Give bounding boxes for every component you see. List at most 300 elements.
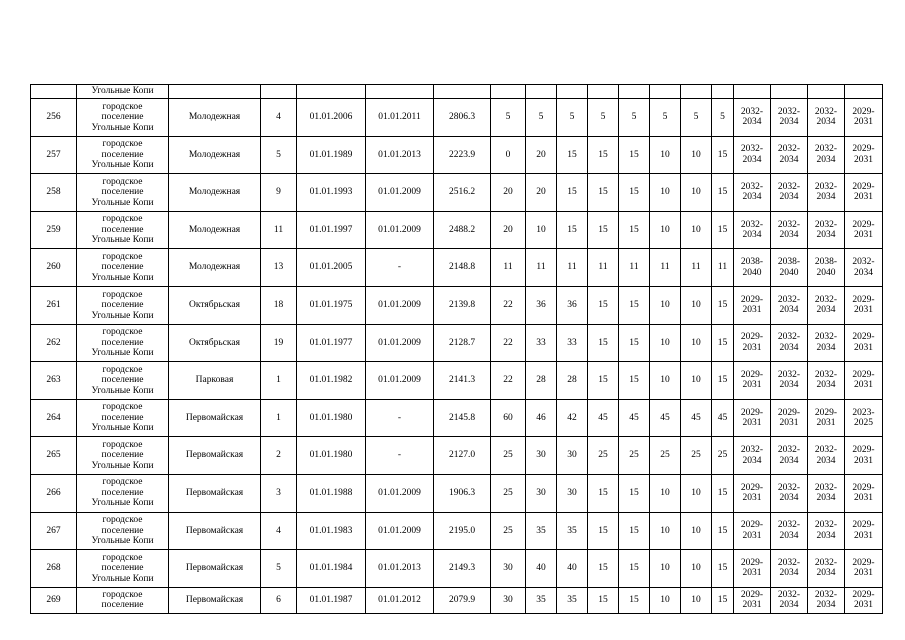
value-cell: 10 xyxy=(681,324,712,362)
date-repair-cell: - xyxy=(366,249,434,287)
value-cell: 10 xyxy=(681,550,712,588)
value-cell: 15 xyxy=(712,286,734,324)
period-cell: 2029- 2031 xyxy=(845,136,883,174)
period-cell: 2029- 2031 xyxy=(845,512,883,550)
date-built-cell: 01.01.1980 xyxy=(297,437,366,475)
date-built-cell: 01.01.1989 xyxy=(297,136,366,174)
period-cell: 2032- 2034 xyxy=(808,286,845,324)
cell xyxy=(588,85,619,99)
date-built-cell: 01.01.1980 xyxy=(297,399,366,437)
house-number-cell: 1 xyxy=(261,399,297,437)
house-number-cell: 5 xyxy=(261,136,297,174)
value-cell: 11 xyxy=(681,249,712,287)
value-cell: 22 xyxy=(491,286,526,324)
table-row xyxy=(31,286,883,324)
value-cell: 15 xyxy=(588,474,619,512)
settlement-cell: городское поселение Угольные Копи xyxy=(77,437,169,475)
value-cell: 15 xyxy=(619,362,650,400)
date-built-cell: 01.01.1977 xyxy=(297,324,366,362)
row-number-cell: 262 xyxy=(31,324,77,362)
house-number-cell: 19 xyxy=(261,324,297,362)
value-cell: 25 xyxy=(588,437,619,475)
cell xyxy=(366,85,434,99)
value-cell: 10 xyxy=(650,587,681,613)
period-cell: 2032- 2034 xyxy=(734,211,771,249)
value-cell: 15 xyxy=(619,512,650,550)
table-row xyxy=(31,474,883,512)
value-cell: 15 xyxy=(557,211,588,249)
value-cell: 20 xyxy=(526,174,557,212)
value-cell: 30 xyxy=(526,474,557,512)
settlement-cell: Угольные Копи xyxy=(77,85,169,99)
value-cell: 15 xyxy=(619,474,650,512)
area-cell: 2149.3 xyxy=(434,550,491,588)
cell xyxy=(169,85,261,99)
cell xyxy=(808,85,845,99)
date-repair-cell: 01.01.2009 xyxy=(366,286,434,324)
date-repair-cell: 01.01.2011 xyxy=(366,99,434,137)
value-cell: 35 xyxy=(526,587,557,613)
period-cell: 2032- 2034 xyxy=(734,99,771,137)
cell xyxy=(734,85,771,99)
value-cell: 15 xyxy=(712,550,734,588)
period-cell: 2032- 2034 xyxy=(771,474,808,512)
value-cell: 11 xyxy=(526,249,557,287)
table-row xyxy=(31,324,883,362)
value-cell: 15 xyxy=(588,512,619,550)
settlement-cell: городское поселение Угольные Копи xyxy=(77,362,169,400)
area-cell: 2148.8 xyxy=(434,249,491,287)
period-cell: 2032- 2034 xyxy=(734,174,771,212)
value-cell: 10 xyxy=(681,211,712,249)
period-cell: 2038- 2040 xyxy=(734,249,771,287)
value-cell: 10 xyxy=(681,474,712,512)
table-row xyxy=(31,550,883,588)
table-row xyxy=(31,174,883,212)
value-cell: 45 xyxy=(588,399,619,437)
value-cell: 10 xyxy=(650,211,681,249)
street-cell: Первомайская xyxy=(169,474,261,512)
street-cell: Молодежная xyxy=(169,99,261,137)
value-cell: 15 xyxy=(588,286,619,324)
period-cell: 2029- 2031 xyxy=(845,211,883,249)
value-cell: 15 xyxy=(557,136,588,174)
table-row xyxy=(31,512,883,550)
date-repair-cell: 01.01.2012 xyxy=(366,587,434,613)
cell xyxy=(297,85,366,99)
period-cell: 2032- 2034 xyxy=(734,437,771,475)
street-cell: Парковая xyxy=(169,362,261,400)
value-cell: 15 xyxy=(619,211,650,249)
value-cell: 15 xyxy=(619,174,650,212)
value-cell: 45 xyxy=(619,399,650,437)
area-cell: 2128.7 xyxy=(434,324,491,362)
table-row xyxy=(31,211,883,249)
table-row xyxy=(31,587,883,613)
period-cell: 2038- 2040 xyxy=(771,249,808,287)
table-row xyxy=(31,136,883,174)
date-built-cell: 01.01.1993 xyxy=(297,174,366,212)
house-number-cell: 1 xyxy=(261,362,297,400)
house-number-cell: 9 xyxy=(261,174,297,212)
street-cell: Молодежная xyxy=(169,249,261,287)
value-cell: 36 xyxy=(557,286,588,324)
value-cell: 15 xyxy=(712,362,734,400)
period-cell: 2029- 2031 xyxy=(845,99,883,137)
value-cell: 11 xyxy=(619,249,650,287)
value-cell: 15 xyxy=(588,174,619,212)
value-cell: 10 xyxy=(681,362,712,400)
value-cell: 45 xyxy=(681,399,712,437)
value-cell: 15 xyxy=(619,550,650,588)
row-number-cell: 269 xyxy=(31,587,77,613)
value-cell: 10 xyxy=(650,136,681,174)
value-cell: 35 xyxy=(557,512,588,550)
value-cell: 15 xyxy=(557,174,588,212)
value-cell: 45 xyxy=(712,399,734,437)
period-cell: 2029- 2031 xyxy=(845,286,883,324)
row-number-cell: 258 xyxy=(31,174,77,212)
row-number-cell: 267 xyxy=(31,512,77,550)
date-repair-cell: - xyxy=(366,437,434,475)
settlement-cell: городское поселение Угольные Копи xyxy=(77,550,169,588)
street-cell: Октябрьская xyxy=(169,324,261,362)
house-number-cell: 13 xyxy=(261,249,297,287)
period-cell: 2032- 2034 xyxy=(771,136,808,174)
value-cell: 15 xyxy=(712,587,734,613)
value-cell: 11 xyxy=(588,249,619,287)
date-built-cell: 01.01.2005 xyxy=(297,249,366,287)
value-cell: 25 xyxy=(491,474,526,512)
value-cell: 15 xyxy=(588,211,619,249)
row-number-cell: 266 xyxy=(31,474,77,512)
value-cell: 10 xyxy=(681,512,712,550)
value-cell: 10 xyxy=(650,324,681,362)
value-cell: 5 xyxy=(491,99,526,137)
period-cell: 2032- 2034 xyxy=(808,211,845,249)
period-cell: 2032- 2034 xyxy=(808,474,845,512)
value-cell: 10 xyxy=(650,512,681,550)
cell xyxy=(31,85,77,99)
value-cell: 5 xyxy=(526,99,557,137)
settlement-cell: городское поселение Угольные Копи xyxy=(77,136,169,174)
table-row xyxy=(31,399,883,437)
house-number-cell: 2 xyxy=(261,437,297,475)
value-cell: 15 xyxy=(712,174,734,212)
value-cell: 28 xyxy=(526,362,557,400)
cell xyxy=(261,85,297,99)
date-repair-cell: 01.01.2009 xyxy=(366,174,434,212)
value-cell: 15 xyxy=(619,324,650,362)
area-cell: 2145.8 xyxy=(434,399,491,437)
period-cell: 2029- 2031 xyxy=(734,512,771,550)
value-cell: 30 xyxy=(557,474,588,512)
value-cell: 30 xyxy=(491,550,526,588)
period-cell: 2032- 2034 xyxy=(771,211,808,249)
period-cell: 2032- 2034 xyxy=(734,136,771,174)
value-cell: 10 xyxy=(650,286,681,324)
period-cell: 2032- 2034 xyxy=(771,99,808,137)
value-cell: 10 xyxy=(681,174,712,212)
cell xyxy=(771,85,808,99)
row-number-cell: 257 xyxy=(31,136,77,174)
street-cell: Молодежная xyxy=(169,136,261,174)
period-cell: 2032- 2034 xyxy=(771,324,808,362)
value-cell: 20 xyxy=(526,136,557,174)
table-row xyxy=(31,362,883,400)
date-built-cell: 01.01.1975 xyxy=(297,286,366,324)
street-cell: Первомайская xyxy=(169,512,261,550)
area-cell: 2079.9 xyxy=(434,587,491,613)
period-cell: 2029- 2031 xyxy=(734,362,771,400)
value-cell: 25 xyxy=(491,512,526,550)
period-cell: 2029- 2031 xyxy=(734,324,771,362)
period-cell: 2032- 2034 xyxy=(808,324,845,362)
settlement-cell: городское поселение Угольные Копи xyxy=(77,512,169,550)
value-cell: 10 xyxy=(650,474,681,512)
value-cell: 15 xyxy=(712,512,734,550)
period-cell: 2032- 2034 xyxy=(808,587,845,613)
cell xyxy=(845,85,883,99)
table-row xyxy=(31,99,883,137)
value-cell: 25 xyxy=(491,437,526,475)
value-cell: 28 xyxy=(557,362,588,400)
period-cell: 2029- 2031 xyxy=(771,399,808,437)
value-cell: 60 xyxy=(491,399,526,437)
period-cell: 2032- 2034 xyxy=(845,249,883,287)
value-cell: 42 xyxy=(557,399,588,437)
period-cell: 2029- 2031 xyxy=(845,550,883,588)
value-cell: 11 xyxy=(491,249,526,287)
settlement-cell: городское поселение xyxy=(77,587,169,613)
row-number-cell: 263 xyxy=(31,362,77,400)
value-cell: 0 xyxy=(491,136,526,174)
value-cell: 20 xyxy=(491,174,526,212)
period-cell: 2032- 2034 xyxy=(808,437,845,475)
value-cell: 15 xyxy=(588,362,619,400)
period-cell: 2029- 2031 xyxy=(845,474,883,512)
value-cell: 25 xyxy=(650,437,681,475)
date-repair-cell: - xyxy=(366,399,434,437)
house-number-cell: 11 xyxy=(261,211,297,249)
value-cell: 10 xyxy=(650,550,681,588)
date-built-cell: 01.01.1988 xyxy=(297,474,366,512)
cell xyxy=(526,85,557,99)
period-cell: 2032- 2034 xyxy=(771,550,808,588)
period-cell: 2032- 2034 xyxy=(808,512,845,550)
date-built-cell: 01.01.1984 xyxy=(297,550,366,588)
period-cell: 2029- 2031 xyxy=(734,550,771,588)
value-cell: 10 xyxy=(681,286,712,324)
value-cell: 15 xyxy=(712,324,734,362)
settlement-cell: городское поселение Угольные Копи xyxy=(77,99,169,137)
value-cell: 33 xyxy=(557,324,588,362)
row-number-cell: 261 xyxy=(31,286,77,324)
period-cell: 2029- 2031 xyxy=(734,474,771,512)
area-cell: 2195.0 xyxy=(434,512,491,550)
period-cell: 2038- 2040 xyxy=(808,249,845,287)
street-cell: Первомайская xyxy=(169,587,261,613)
row-number-cell: 264 xyxy=(31,399,77,437)
area-cell: 2141.3 xyxy=(434,362,491,400)
value-cell: 15 xyxy=(588,587,619,613)
value-cell: 15 xyxy=(588,324,619,362)
area-cell: 2488.2 xyxy=(434,211,491,249)
value-cell: 10 xyxy=(650,174,681,212)
date-repair-cell: 01.01.2009 xyxy=(366,362,434,400)
period-cell: 2032- 2034 xyxy=(771,362,808,400)
period-cell: 2032- 2034 xyxy=(771,512,808,550)
date-repair-cell: 01.01.2009 xyxy=(366,512,434,550)
value-cell: 15 xyxy=(712,136,734,174)
row-number-cell: 260 xyxy=(31,249,77,287)
value-cell: 15 xyxy=(712,211,734,249)
cell xyxy=(434,85,491,99)
table-row xyxy=(31,437,883,475)
date-built-cell: 01.01.1982 xyxy=(297,362,366,400)
house-number-cell: 18 xyxy=(261,286,297,324)
date-built-cell: 01.01.1987 xyxy=(297,587,366,613)
value-cell: 15 xyxy=(619,136,650,174)
date-repair-cell: 01.01.2013 xyxy=(366,550,434,588)
value-cell: 5 xyxy=(557,99,588,137)
period-cell: 2032- 2034 xyxy=(771,174,808,212)
period-cell: 2032- 2034 xyxy=(808,99,845,137)
table-row xyxy=(31,249,883,287)
period-cell: 2029- 2031 xyxy=(734,399,771,437)
period-cell: 2029- 2031 xyxy=(845,587,883,613)
value-cell: 33 xyxy=(526,324,557,362)
value-cell: 22 xyxy=(491,324,526,362)
period-cell: 2029- 2031 xyxy=(845,362,883,400)
value-cell: 11 xyxy=(650,249,681,287)
area-cell: 1906.3 xyxy=(434,474,491,512)
settlement-cell: городское поселение Угольные Копи xyxy=(77,324,169,362)
cell xyxy=(619,85,650,99)
street-cell: Октябрьская xyxy=(169,286,261,324)
value-cell: 15 xyxy=(619,286,650,324)
period-cell: 2032- 2034 xyxy=(808,550,845,588)
value-cell: 30 xyxy=(526,437,557,475)
period-cell: 2029- 2031 xyxy=(734,587,771,613)
period-cell: 2029- 2031 xyxy=(734,286,771,324)
period-cell: 2023- 2025 xyxy=(845,399,883,437)
date-repair-cell: 01.01.2009 xyxy=(366,324,434,362)
value-cell: 46 xyxy=(526,399,557,437)
value-cell: 10 xyxy=(681,587,712,613)
value-cell: 30 xyxy=(491,587,526,613)
row-number-cell: 268 xyxy=(31,550,77,588)
street-cell: Первомайская xyxy=(169,437,261,475)
value-cell: 15 xyxy=(619,587,650,613)
house-number-cell: 4 xyxy=(261,512,297,550)
value-cell: 15 xyxy=(588,136,619,174)
value-cell: 30 xyxy=(557,437,588,475)
period-cell: 2029- 2031 xyxy=(808,399,845,437)
cell xyxy=(681,85,712,99)
date-repair-cell: 01.01.2013 xyxy=(366,136,434,174)
cell xyxy=(712,85,734,99)
value-cell: 11 xyxy=(557,249,588,287)
date-built-cell: 01.01.1983 xyxy=(297,512,366,550)
house-number-cell: 4 xyxy=(261,99,297,137)
value-cell: 22 xyxy=(491,362,526,400)
continuation-row xyxy=(31,85,883,99)
street-cell: Молодежная xyxy=(169,174,261,212)
value-cell: 25 xyxy=(712,437,734,475)
date-repair-cell: 01.01.2009 xyxy=(366,211,434,249)
value-cell: 10 xyxy=(526,211,557,249)
value-cell: 5 xyxy=(588,99,619,137)
period-cell: 2032- 2034 xyxy=(808,362,845,400)
value-cell: 25 xyxy=(681,437,712,475)
value-cell: 35 xyxy=(526,512,557,550)
date-repair-cell: 01.01.2009 xyxy=(366,474,434,512)
period-cell: 2029- 2031 xyxy=(845,324,883,362)
value-cell: 40 xyxy=(557,550,588,588)
area-cell: 2806.3 xyxy=(434,99,491,137)
value-cell: 11 xyxy=(712,249,734,287)
settlement-cell: городское поселение Угольные Копи xyxy=(77,249,169,287)
value-cell: 15 xyxy=(588,550,619,588)
value-cell: 20 xyxy=(491,211,526,249)
date-built-cell: 01.01.2006 xyxy=(297,99,366,137)
period-cell: 2032- 2034 xyxy=(771,587,808,613)
area-cell: 2139.8 xyxy=(434,286,491,324)
period-cell: 2032- 2034 xyxy=(808,136,845,174)
settlement-cell: городское поселение Угольные Копи xyxy=(77,174,169,212)
settlement-cell: городское поселение Угольные Копи xyxy=(77,286,169,324)
street-cell: Первомайская xyxy=(169,399,261,437)
value-cell: 36 xyxy=(526,286,557,324)
cell xyxy=(650,85,681,99)
cell xyxy=(491,85,526,99)
area-cell: 2223.9 xyxy=(434,136,491,174)
cell xyxy=(557,85,588,99)
value-cell: 5 xyxy=(650,99,681,137)
value-cell: 25 xyxy=(619,437,650,475)
house-number-cell: 3 xyxy=(261,474,297,512)
row-number-cell: 256 xyxy=(31,99,77,137)
street-cell: Первомайская xyxy=(169,550,261,588)
street-cell: Молодежная xyxy=(169,211,261,249)
value-cell: 10 xyxy=(650,362,681,400)
period-cell: 2029- 2031 xyxy=(845,437,883,475)
value-cell: 10 xyxy=(681,136,712,174)
value-cell: 5 xyxy=(712,99,734,137)
value-cell: 45 xyxy=(650,399,681,437)
period-cell: 2032- 2034 xyxy=(771,437,808,475)
value-cell: 5 xyxy=(619,99,650,137)
settlement-cell: городское поселение Угольные Копи xyxy=(77,474,169,512)
housing-table xyxy=(30,84,883,614)
house-number-cell: 6 xyxy=(261,587,297,613)
date-built-cell: 01.01.1997 xyxy=(297,211,366,249)
row-number-cell: 265 xyxy=(31,437,77,475)
period-cell: 2029- 2031 xyxy=(845,174,883,212)
settlement-cell: городское поселение Угольные Копи xyxy=(77,399,169,437)
row-number-cell: 259 xyxy=(31,211,77,249)
value-cell: 15 xyxy=(712,474,734,512)
period-cell: 2032- 2034 xyxy=(771,286,808,324)
area-cell: 2127.0 xyxy=(434,437,491,475)
house-number-cell: 5 xyxy=(261,550,297,588)
area-cell: 2516.2 xyxy=(434,174,491,212)
period-cell: 2032- 2034 xyxy=(808,174,845,212)
value-cell: 40 xyxy=(526,550,557,588)
value-cell: 35 xyxy=(557,587,588,613)
settlement-cell: городское поселение Угольные Копи xyxy=(77,211,169,249)
